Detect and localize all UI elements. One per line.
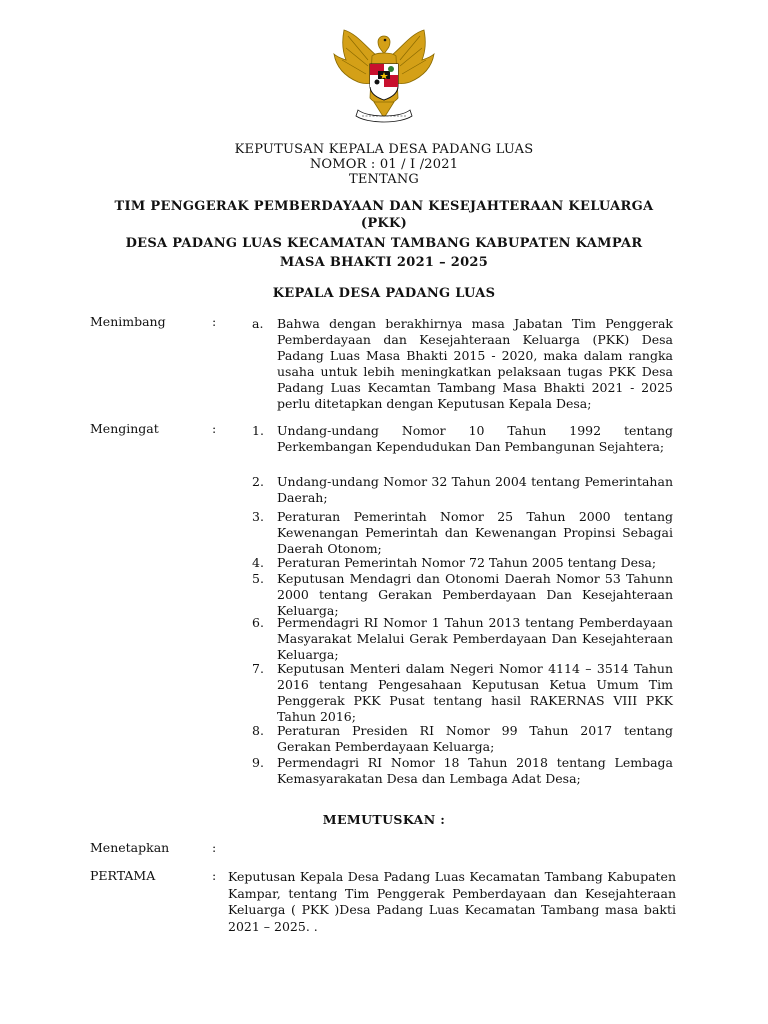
menimbang-marker: a.	[252, 316, 264, 331]
menetapkan-colon: :	[212, 840, 217, 855]
decree-number: NOMOR : 01 / I /2021	[309, 157, 459, 172]
garuda-emblem-icon	[328, 20, 440, 132]
list-item-number: 9.	[252, 755, 264, 770]
decree-tentang: TENTANG	[348, 172, 420, 187]
list-item: Peraturan Presiden RI Nomor 99 Tahun 2017 tentang Gerakan Pemberdayaan Keluarga;	[277, 723, 673, 754]
mengingat-label: Mengingat	[90, 421, 159, 436]
mengingat-colon: :	[212, 421, 217, 436]
list-item-number: 5.	[252, 571, 264, 586]
subject-line-1: TIM PENGGERAK PEMBERDAYAAN DAN KESEJAHTERAAN KELUARGA	[114, 199, 654, 214]
list-item-number: 8.	[252, 723, 264, 738]
memutuskan-heading: MEMUTUSKAN :	[322, 812, 446, 827]
list-item: Peraturan Pemerintah Nomor 72 Tahun 2005 tentang Desa;	[277, 555, 657, 570]
list-item: Peraturan Pemerintah Nomor 25 Tahun 2000 tentang Kewenangan Pemerintah dan Kewenangan Propinsi Sebagai Daerah Otonom;	[277, 509, 673, 556]
decree-subject	[0, 198, 768, 271]
subject-line-2: (PKK)	[360, 216, 408, 231]
menetapkan-label: Menetapkan	[90, 840, 170, 855]
list-item-number: 6.	[252, 615, 264, 630]
list-item-number: 2.	[252, 474, 264, 489]
pertama-colon: :	[212, 868, 217, 883]
subject-line-4: MASA BHAKTI 2021 – 2025	[279, 255, 489, 270]
issuing-official: KEPALA DESA PADANG LUAS	[272, 286, 496, 301]
list-item: Keputusan Mendagri dan Otonomi Daerah Nomor 53 Tahunn 2000 tentang Gerakan Pemberdayaan Dan Kesejahteraan Keluarga;	[277, 571, 673, 618]
list-item-number: 4.	[252, 555, 264, 570]
pertama-text: Keputusan Kepala Desa Padang Luas Kecamatan Tambang Kabupaten Kampar, tentang Tim Penggerak Pemberdayaan dan Kesejahteraan Keluarga ( PKK )Desa Padang Luas Kecamatan Tambang masa bakti 2021 – 2025. .	[228, 869, 676, 934]
list-item-number: 3.	[252, 509, 264, 524]
decree-title: KEPUTUSAN KEPALA DESA PADANG LUAS	[234, 142, 534, 157]
menimbang-label: Menimbang	[90, 314, 166, 329]
list-item: Permendagri RI Nomor 18 Tahun 2018 tentang Lembaga Kemasyarakatan Desa dan Lembaga Adat Desa;	[277, 755, 673, 786]
list-item: Permendagri RI Nomor 1 Tahun 2013 tentang Pemberdayaan Masyarakat Melalui Gerak Pemberdayaan Dan Kesejahteraan Keluarga;	[277, 615, 673, 662]
menimbang-colon: :	[212, 314, 217, 329]
list-item: Undang-undang Nomor 32 Tahun 2004 tentang Pemerintahan Daerah;	[277, 474, 673, 505]
menimbang-text: Bahwa dengan berakhirnya masa Jabatan Tim Penggerak Pemberdayaan dan Kesejahteraan Keluarga (PKK) Desa Padang Luas Masa Bhakti 2015 - 2020, maka dalam rangka usaha untuk lebih meningkatkan pelaksaan tugas PKK Desa Padang Luas Kecamtan Tambang Masa Bhakti 2021 - 2025 perlu ditetapkan dengan Keputusan Kepala Desa;	[277, 316, 673, 411]
list-item-number: 1.	[252, 423, 264, 438]
list-item: Undang-undang Nomor 10 Tahun 1992 tentang Perkembangan Kependudukan Dan Pembangunan Sejahtera;	[277, 423, 673, 454]
pertama-label: PERTAMA	[90, 868, 156, 883]
list-item: Keputusan Menteri dalam Negeri Nomor 4114 – 3514 Tahun 2016 tentang Pengesahaan Keputusan Ketua Umum Tim Penggerak PKK Pusat tentang hasil RAKERNAS VIII PKK Tahun 2016;	[277, 661, 673, 724]
list-item-number: 7.	[252, 661, 264, 676]
subject-line-3: DESA PADANG LUAS KECAMATAN TAMBANG KABUPATEN KAMPAR	[125, 236, 643, 251]
decree-header	[0, 142, 768, 187]
